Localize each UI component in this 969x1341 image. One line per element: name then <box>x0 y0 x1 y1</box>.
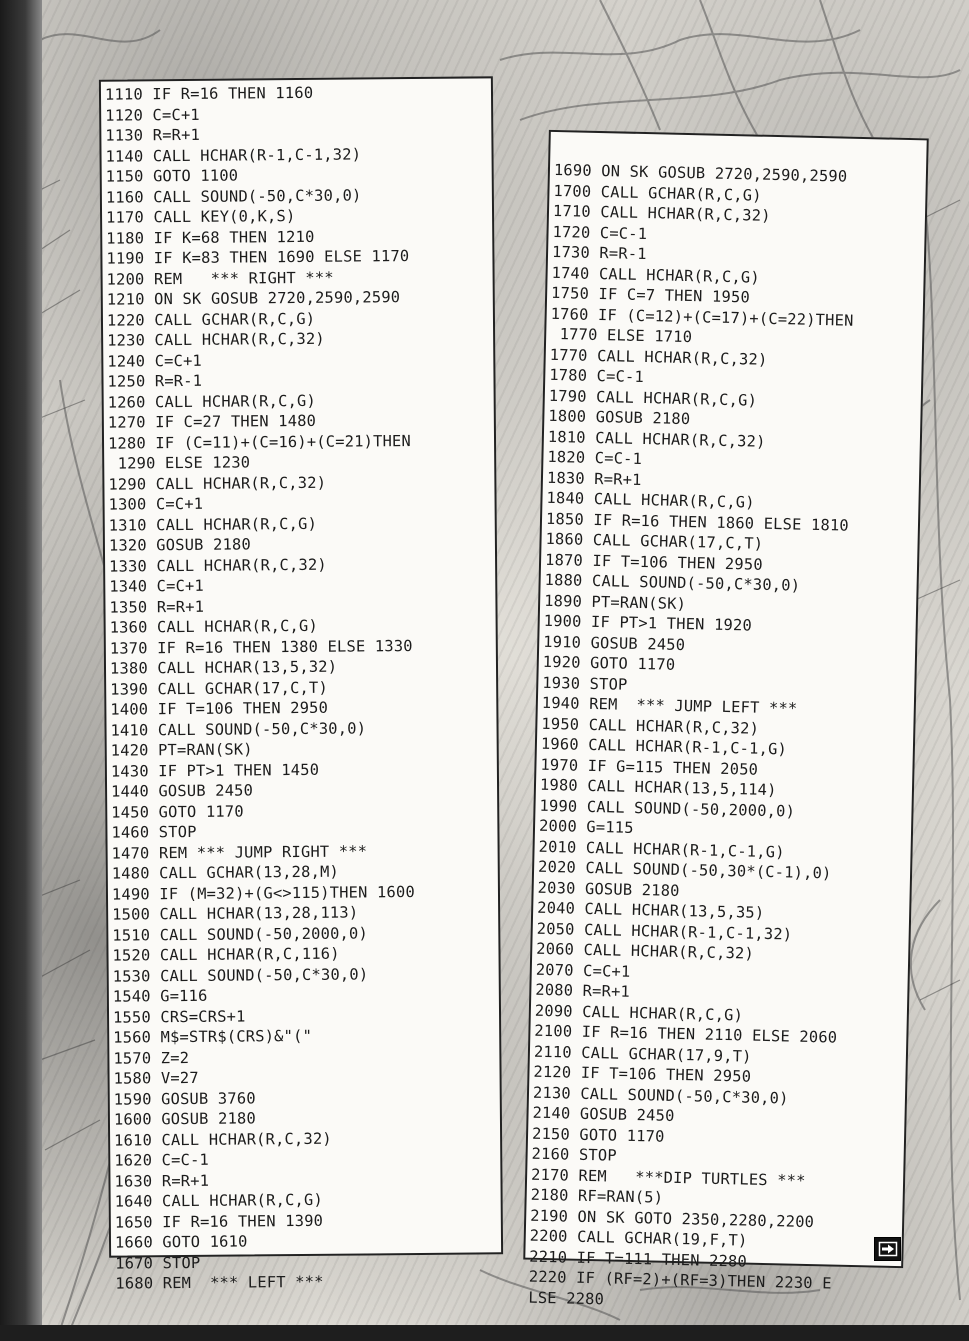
code-line: 1940 REM *** JUMP LEFT *** <box>541 693 798 718</box>
basic-listing-right <box>523 130 929 1308</box>
code-line: 1240 C=C+1 <box>107 351 203 371</box>
code-line: 2130 CALL SOUND(-50,C*30,0) <box>532 1083 789 1108</box>
code-line: 1320 GOSUB 2180 <box>108 535 252 555</box>
code-line: 1400 IF T=106 THEN 2950 <box>110 698 329 719</box>
code-line: 1450 GOTO 1170 <box>111 802 244 822</box>
code-line: 1280 IF (C=11)+(C=16)+(C=21)THEN <box>107 431 412 453</box>
code-line: 1570 Z=2 <box>113 1048 190 1068</box>
code-line: 1960 CALL HCHAR(R-1,C-1,G) <box>540 734 788 759</box>
code-line: 1130 R=R+1 <box>105 125 201 145</box>
code-line: 2190 ON SK GOTO 2350,2280,2200 <box>530 1206 815 1231</box>
code-line: 1110 IF R=16 THEN 1160 <box>104 83 314 104</box>
code-line: 1370 IF R=16 THEN 1380 ELSE 1330 <box>109 636 413 658</box>
code-line: 1290 ELSE 1230 <box>108 453 251 473</box>
code-line: 1970 IF G=115 THEN 2050 <box>540 755 759 779</box>
code-line: 1630 R=R+1 <box>114 1171 210 1191</box>
code-line: 2040 CALL HCHAR(13,5,35) <box>537 898 765 922</box>
code-line: 2120 IF T=106 THEN 2950 <box>533 1062 752 1086</box>
code-line: 1980 CALL HCHAR(13,5,114) <box>539 775 777 800</box>
code-line: 2010 CALL HCHAR(R-1,C-1,G) <box>538 837 785 861</box>
code-line: 1870 IF T=106 THEN 2950 <box>544 550 763 574</box>
code-line: 1910 GOSUB 2450 <box>543 632 686 654</box>
code-line: 1260 CALL HCHAR(R,C,G) <box>107 391 317 412</box>
code-line: 1850 IF R=16 THEN 1860 ELSE 1810 <box>545 509 850 535</box>
code-line: 1170 CALL KEY(0,K,S) <box>105 207 296 227</box>
next-page-button[interactable] <box>874 1237 901 1261</box>
code-line: 1360 CALL HCHAR(R,C,G) <box>109 616 318 637</box>
code-line: 1390 CALL GCHAR(17,C,T) <box>110 678 328 699</box>
code-line: 2180 RF=RAN(5) <box>530 1185 664 1207</box>
code-line: 1610 CALL HCHAR(R,C,32) <box>114 1129 332 1150</box>
code-line: 1440 GOSUB 2450 <box>111 781 254 801</box>
code-line: 1990 CALL SOUND(-50,2000,0) <box>539 796 796 821</box>
code-line: 1380 CALL HCHAR(13,5,32) <box>109 657 338 678</box>
code-line: 1920 GOTO 1170 <box>542 652 676 674</box>
code-line: 1520 CALL HCHAR(R,C,116) <box>112 944 340 965</box>
code-line: 2060 CALL HCHAR(R,C,32) <box>536 939 755 963</box>
code-line: 1820 C=C-1 <box>547 447 643 469</box>
arrow-right-icon <box>878 1241 898 1257</box>
code-line: 1860 CALL GCHAR(17,C,T) <box>545 529 764 553</box>
code-line: 1640 CALL HCHAR(R,C,G) <box>114 1190 323 1211</box>
page-binding-edge <box>0 0 42 1341</box>
code-line: 1270 IF C=27 THEN 1480 <box>107 411 317 432</box>
code-line: 2160 STOP <box>531 1144 618 1165</box>
code-line: 1190 IF K=83 THEN 1690 ELSE 1170 <box>106 247 410 268</box>
code-line: 1560 M$=STR$(CRS)&"(" <box>113 1026 313 1047</box>
code-line: 1460 STOP <box>111 822 197 842</box>
code-line: 1290 CALL HCHAR(R,C,32) <box>108 473 327 494</box>
code-line: LSE 2280 <box>528 1288 605 1308</box>
code-line: 1230 CALL HCHAR(R,C,32) <box>107 329 325 350</box>
code-line: 2000 G=115 <box>538 816 634 837</box>
code-line: 1730 R=R-1 <box>551 242 647 264</box>
code-line: 2200 CALL GCHAR(19,F,T) <box>529 1226 748 1250</box>
code-line: 1800 GOSUB 2180 <box>548 406 691 429</box>
code-line: 2100 IF R=16 THEN 2110 ELSE 2060 <box>534 1021 838 1047</box>
code-line: 1250 R=R-1 <box>107 371 203 391</box>
code-line: 1690 ON SK GOSUB 2720,2590,2590 <box>553 160 848 186</box>
code-line: 1660 GOTO 1610 <box>114 1232 248 1252</box>
code-line: 1600 GOSUB 2180 <box>113 1109 257 1129</box>
code-line: 1620 C=C-1 <box>114 1150 210 1170</box>
code-line: 1650 IF R=16 THEN 1390 <box>114 1211 324 1232</box>
code-line: 1840 CALL HCHAR(R,C,G) <box>546 488 755 512</box>
basic-listing-left <box>99 76 503 1293</box>
code-line: 2070 C=C+1 <box>535 960 631 981</box>
code-line: 1720 C=C-1 <box>552 222 648 243</box>
code-line: 1880 CALL SOUND(-50,C*30,0) <box>544 570 801 595</box>
code-line: 1550 CRS=CRS+1 <box>112 1006 246 1027</box>
code-line: 2080 R=R+1 <box>535 980 631 1001</box>
code-line: 1580 V=27 <box>113 1068 199 1088</box>
code-line: 1150 GOTO 1100 <box>105 166 239 186</box>
code-line: 1310 CALL HCHAR(R,C,G) <box>108 514 318 535</box>
code-line: 1180 IF K=68 THEN 1210 <box>106 227 315 248</box>
code-line: 1680 REM *** LEFT *** <box>115 1272 324 1293</box>
code-line: 1810 CALL HCHAR(R,C,32) <box>547 427 766 451</box>
code-line: 1140 CALL HCHAR(R-1,C-1,32) <box>105 144 362 166</box>
code-line: 1590 GOSUB 3760 <box>113 1088 256 1109</box>
code-line: 1480 CALL GCHAR(13,28,M) <box>111 862 340 883</box>
code-line: 2090 CALL HCHAR(R,C,G) <box>534 1001 744 1024</box>
code-line: 2110 CALL GCHAR(17,9,T) <box>533 1042 752 1066</box>
code-line: 1220 CALL GCHAR(R,C,G) <box>106 309 316 330</box>
code-line: 1510 CALL SOUND(-50,2000,0) <box>112 923 368 945</box>
code-line: 1350 R=R+1 <box>109 597 205 617</box>
code-line: 1420 PT=RAN(SK) <box>110 740 253 760</box>
code-line: 1790 CALL HCHAR(R,C,G) <box>548 386 758 410</box>
code-line: 1430 IF PT>1 THEN 1450 <box>110 760 320 781</box>
code-line: 1750 IF C=7 THEN 1950 <box>550 283 751 307</box>
code-line: 2210 IF T=111 THEN 2280 <box>529 1247 748 1271</box>
code-line: 1160 CALL SOUND(-50,C*30,0) <box>105 185 362 207</box>
code-line: 2150 GOTO 1170 <box>531 1124 665 1146</box>
code-line: 1120 C=C+1 <box>105 105 200 125</box>
code-line: 2170 REM ***DIP TURTLES *** <box>530 1165 806 1190</box>
code-line: 1300 C=C+1 <box>108 494 204 514</box>
code-line: 1670 STOP <box>115 1253 201 1273</box>
code-line: 1210 ON SK GOSUB 2720,2590,2590 <box>106 288 401 309</box>
code-line: 1490 IF (M=32)+(G<>115)THEN 1600 <box>111 882 415 904</box>
code-line: 1950 CALL HCHAR(R,C,32) <box>541 714 760 738</box>
code-line: 2050 CALL HCHAR(R-1,C-1,32) <box>536 919 793 944</box>
code-line: 1330 CALL HCHAR(R,C,32) <box>109 555 327 576</box>
code-line: 1770 CALL HCHAR(R,C,32) <box>549 345 768 369</box>
code-line: 1470 REM *** JUMP RIGHT *** <box>111 841 368 863</box>
code-line: 1930 STOP <box>542 673 628 694</box>
code-line: 1530 CALL SOUND(-50,C*30,0) <box>112 964 369 986</box>
code-line: 1900 IF PT>1 THEN 1920 <box>543 611 753 635</box>
page-bottom-edge <box>0 1325 969 1341</box>
code-line: 1780 C=C-1 <box>549 365 645 387</box>
code-line: 1830 R=R+1 <box>546 468 642 489</box>
code-line: 1710 CALL HCHAR(R,C,32) <box>552 201 771 225</box>
code-line: 1770 ELSE 1710 <box>550 324 693 347</box>
code-line: 1340 C=C+1 <box>109 576 205 596</box>
code-line: 2220 IF (RF=2)+(RF=3)THEN 2230 E <box>528 1267 832 1293</box>
code-line: 2140 GOSUB 2450 <box>532 1103 675 1125</box>
code-line: 1410 CALL SOUND(-50,C*30,0) <box>110 718 367 740</box>
code-line: 1760 IF (C=12)+(C=17)+(C=22)THEN <box>550 304 854 330</box>
code-line: 1540 G=116 <box>112 986 208 1006</box>
code-line: 2030 GOSUB 2180 <box>537 878 680 900</box>
code-line: 1700 CALL GCHAR(R,C,G) <box>553 181 762 205</box>
code-line: 1740 CALL HCHAR(R,C,G) <box>551 263 761 287</box>
code-line: 1200 REM *** RIGHT *** <box>106 268 334 289</box>
code-line: 1890 PT=RAN(SK) <box>543 591 687 613</box>
code-line: 1500 CALL HCHAR(13,28,113) <box>112 903 359 924</box>
code-line: 2020 CALL SOUND(-50,30*(C-1),0) <box>537 857 832 883</box>
